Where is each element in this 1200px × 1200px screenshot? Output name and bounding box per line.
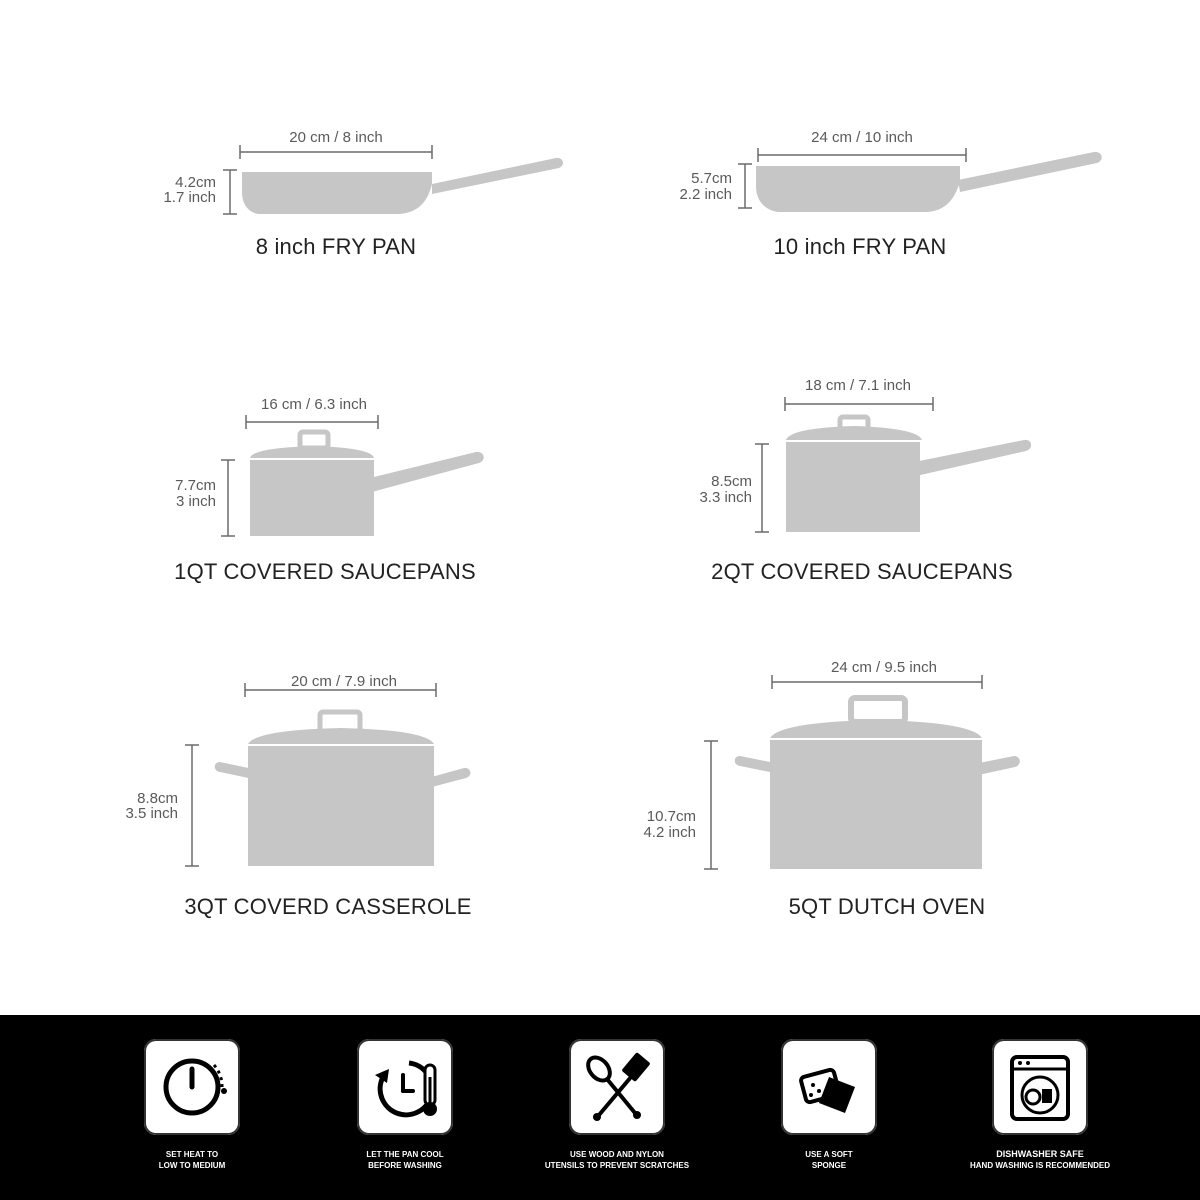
care-caption (739, 1149, 919, 1171)
product-name: 10 inch FRY PAN (773, 234, 947, 259)
height-cm-label: 7.7cm (175, 477, 216, 494)
care-item-heat (102, 1039, 282, 1171)
product-name: 3QT COVERD CASSEROLE (184, 894, 472, 919)
care-caption-line1: USE A SOFT (805, 1150, 853, 1159)
care-instructions-band (0, 1015, 1200, 1200)
care-caption (315, 1149, 495, 1171)
care-caption (950, 1149, 1130, 1171)
width-label: 20 cm / 7.9 inch (291, 673, 397, 690)
height-cm-label: 10.7cm (646, 808, 696, 825)
width-label: 24 cm / 10 inch (811, 129, 913, 146)
height-inch-label: 1.7 inch (163, 189, 216, 206)
height-cm-label: 5.7cm (691, 170, 732, 187)
care-item-dishwasher (950, 1039, 1130, 1171)
product-name: 8 inch FRY PAN (255, 234, 417, 259)
width-label: 20 cm / 8 inch (289, 129, 383, 146)
height-inch-label: 3.5 inch (125, 805, 178, 822)
product-name: 2QT COVERED SAUCEPANS (711, 559, 1013, 584)
dishwasher-icon (992, 1039, 1088, 1135)
height-cm-label: 8.5cm (711, 473, 752, 490)
care-caption-line2: BEFORE WASHING (368, 1161, 442, 1170)
care-caption-line1: USE WOOD AND NYLON (570, 1150, 664, 1159)
care-item-utensils (527, 1039, 707, 1171)
height-cm-label: 4.2cm (175, 174, 216, 191)
clock-dial-icon (144, 1039, 240, 1135)
height-inch-label: 3 inch (175, 493, 216, 510)
care-item-sponge (739, 1039, 919, 1171)
product-name: 1QT COVERED SAUCEPANS (174, 559, 476, 584)
height-inch-label: 2.2 inch (679, 186, 732, 203)
sponge-icon (781, 1039, 877, 1135)
product-name: 5QT DUTCH OVEN (788, 894, 986, 919)
care-caption-line1: DISHWASHER SAFE (996, 1149, 1084, 1159)
care-item-cool (315, 1039, 495, 1171)
width-label: 18 cm / 7.1 inch (805, 377, 911, 394)
care-caption-line2: LOW TO MEDIUM (158, 1161, 226, 1170)
height-inch-label: 3.3 inch (699, 489, 752, 506)
care-caption (527, 1149, 707, 1171)
care-caption-line1: SET HEAT TO (165, 1150, 219, 1159)
height-cm-label: 8.8cm (137, 790, 178, 807)
width-label: 24 cm / 9.5 inch (831, 659, 937, 676)
spoon-spatula-icon (569, 1039, 665, 1135)
width-label: 16 cm / 6.3 inch (261, 396, 367, 413)
care-caption-line2: UTENSILS TO PREVENT SCRATCHES (544, 1161, 690, 1170)
care-caption-line1: LET THE PAN COOL (366, 1150, 444, 1159)
care-caption-line2: HAND WASHING IS RECOMMENDED (969, 1161, 1110, 1170)
care-caption (102, 1149, 282, 1171)
height-inch-label: 4.2 inch (643, 824, 696, 841)
care-caption-line2: SPONGE (811, 1161, 847, 1170)
cooldown-clock-thermometer-icon (357, 1039, 453, 1135)
